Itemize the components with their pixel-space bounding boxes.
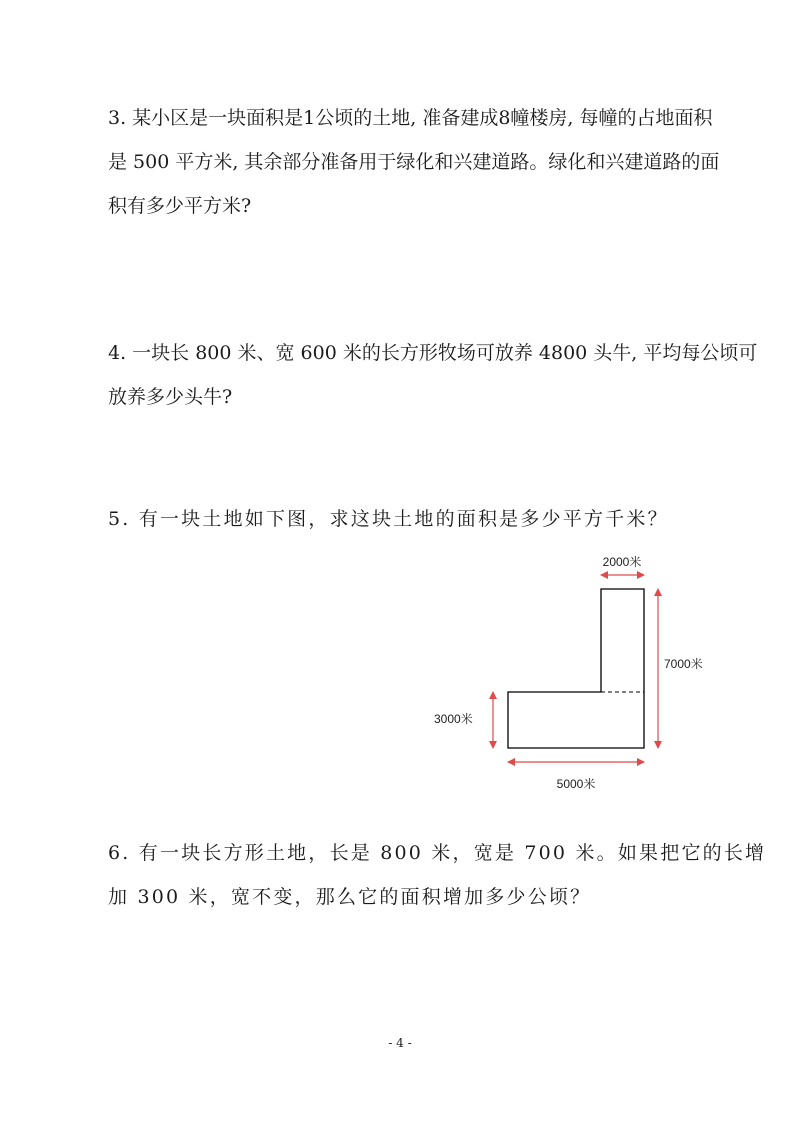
question-5-line-1: 5. 有一块土地如下图，求这块土地的面积是多少平方千米？ [108,508,669,530]
question-4-line-2: 放养多少头牛? [108,386,233,408]
right-height-label: 7000米 [664,657,703,671]
question-4-line-1: 4. 一块长 800 米、宽 600 米的长方形牧场可放养 4800 头牛, 平均每公顷可 [108,342,758,364]
bottom-width-label: 5000米 [556,777,596,791]
l-shape-outline [508,589,644,748]
top-width-label: 2000米 [602,555,642,569]
left-height-label: 3000米 [434,712,473,726]
question-6-line-2: 加 300 米，宽不变，那么它的面积增加多少公顷？ [108,886,592,908]
question-3-line-3: 积有多少平方米? [108,195,252,217]
question-3-line-2: 是 500 平方米, 其余部分准备用于绿化和兴建道路。绿化和兴建道路的面 [108,151,720,173]
page-number: - 4 - [388,1036,412,1050]
question-3-line-1: 3. 某小区是一块面积是1公顷的土地, 准备建成8幢楼房, 每幢的占地面积 [108,107,713,129]
l-shaped-land-figure [430,548,703,798]
question-6-line-1: 6. 有一块长方形土地，长是 800 米，宽是 700 米。如果把它的长增 [108,842,767,864]
